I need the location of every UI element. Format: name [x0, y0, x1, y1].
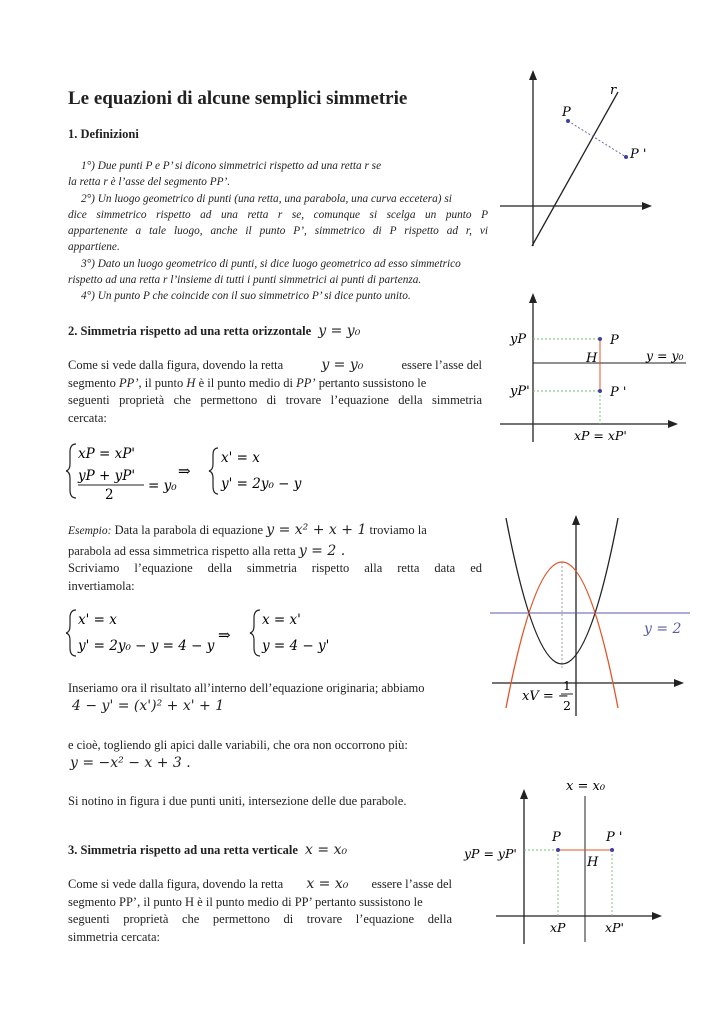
fig1-label-p2: P ' [630, 147, 647, 162]
fig2-point-p2 [598, 389, 602, 393]
fig4-label-p2: P ' [606, 830, 623, 845]
fig1-segment-pp [568, 121, 626, 157]
ex-line4: invertiamola: [68, 578, 135, 593]
definitions [68, 158, 488, 305]
def1-line1: 1°) Due punti P e P’ si dicono simmetrici rispetto ad una retta r se [81, 160, 382, 172]
s3-line2: segmento PP’, il punto H è il punto medio di PP’ pertanto sussistono le [68, 894, 423, 909]
fig4-label-y: yP = yP' [464, 846, 517, 861]
s2-line2-pp: PP’ [119, 375, 139, 390]
figure-horizontal-symmetry [496, 288, 696, 448]
def2-line2: dice simmetrico rispetto ad una retta r se, comunque si scelga un punto P [68, 208, 488, 221]
fig2-y-arrow-icon [529, 293, 537, 303]
def2-line4: appartiene. [68, 241, 120, 254]
fig4-label-xp: xP [550, 920, 566, 935]
s3-line1-b: essere l’asse del [371, 877, 452, 891]
s3-line3: seguenti proprietà che permettono di trovare l’equazione della [68, 912, 452, 926]
fig4-label-h: H [587, 855, 599, 870]
def3-line2: rispetto ad una retta r l’insieme di tutti i punti simmetrici ai punti di partenza. [68, 274, 422, 287]
s2-line1-math: y = y₀ [321, 357, 364, 373]
fig1-label-r: r [610, 83, 617, 98]
implies-arrow-2: ⇒ [218, 626, 231, 644]
ex-line2 [68, 543, 482, 561]
ex-line1-math: y = x² + x + 1 [266, 522, 367, 538]
note-text: Si notino in figura i due punti uniti, intersezione delle due parabole. [68, 794, 407, 808]
system3-brace [66, 610, 76, 656]
def1-line2: la retta r è l’asse del segmento PP’. [68, 176, 231, 189]
section3-heading-text: 3. Simmetria rispetto ad una retta verticale [68, 843, 298, 857]
fig2-label-yp2: yP' [510, 384, 530, 399]
fig2-label-x: xP = xP' [574, 428, 627, 443]
system1-frac-num: yP + yP' [78, 468, 136, 484]
system1-frac-rhs: = y₀ [148, 478, 177, 494]
fig1-x-arrow-icon [642, 202, 652, 210]
s2-line4: cercata: [68, 410, 107, 425]
def2-line1: 2°) Un luogo geometrico di punti (una retta, una parabola, una curva eccetera) si [81, 192, 452, 205]
section2-paragraph [68, 357, 482, 427]
figure-oblique-symmetry [496, 66, 656, 252]
ex-label: Esempio: [68, 525, 112, 537]
ex-line1 [68, 522, 482, 541]
ex-line1-b: troviamo la [369, 523, 427, 537]
fig3-label-num: 1 [563, 678, 571, 693]
section2-heading-text: 2. Simmetria rispetto ad una retta orizzontale [68, 324, 312, 338]
ex-line2-math: y = 2 . [298, 542, 346, 559]
ex-line1-a: Data la parabola di equazione [114, 523, 264, 537]
figure-parabolas [490, 510, 690, 720]
section2-heading-math: y = y₀ [318, 323, 361, 339]
fig2-label-p: P [610, 333, 619, 348]
ex-line2-a: parabola ad essa simmetrica rispetto alla retta [68, 543, 296, 558]
figure-vertical-symmetry [460, 774, 680, 950]
system1-frac-den: 2 [105, 487, 114, 502]
implies-arrow-1: ⇒ [178, 462, 191, 480]
fig4-point-p2 [610, 848, 614, 852]
system4-line2: y = 4 − y' [262, 638, 330, 654]
section3-heading-math: x = x₀ [305, 842, 348, 858]
fig1-y-arrow-icon [529, 70, 537, 80]
system2-line1: x' = x [221, 450, 260, 466]
s2-line2-d: pertanto sussistono le [318, 375, 427, 390]
system4-brace [250, 610, 260, 656]
fig2-label-yp: yP [510, 332, 527, 347]
section1-heading: 1. Definizioni [68, 127, 139, 141]
section3-paragraph [68, 876, 452, 946]
fig4-point-p [556, 848, 560, 852]
s2-line2-pp2: PP’ [296, 375, 316, 390]
fig2-label-line: y = y₀ [646, 348, 684, 363]
fig3-label-den: 2 [563, 698, 571, 713]
fig4-y-arrow-icon [520, 789, 528, 799]
s2-line3: seguenti proprietà che permettono di trovare l’equazione della simmetria [68, 393, 482, 407]
s3-line1-a: Come si vede dalla figura, dovendo la retta [68, 877, 284, 891]
s2-line1-a: Come si vede dalla figura, dovendo la retta [68, 358, 284, 372]
example-paragraph [68, 522, 482, 595]
s3-line1 [68, 876, 452, 894]
s3-line1-math: x = x₀ [306, 876, 349, 892]
s2-line2-c: è il punto medio di [198, 375, 293, 390]
fig3-label-line: y = 2 [644, 621, 682, 637]
fig1-label-p: P [562, 105, 571, 120]
s2-line2-h: H [186, 375, 196, 390]
insert-math: 4 − y' = (x')² + x' + 1 [72, 698, 225, 714]
fig3-y-arrow-icon [572, 515, 580, 525]
s2-line2 [68, 375, 482, 393]
ex-line3: Scriviamo l’equazione della simmetria rispetto alla retta data ed [68, 561, 482, 575]
s2-line2-a: segmento [68, 375, 116, 390]
def4: 4°) Un punto P che coincide con il suo simmetrico P’ si dice punto unito. [81, 290, 411, 303]
fig4-label-top: x = x₀ [566, 779, 606, 794]
fig3-x-arrow-icon [674, 679, 684, 687]
system3-line2: y' = 2y₀ − y = 4 − y [78, 638, 215, 654]
page-title: Le equazioni di alcune semplici simmetrie [68, 88, 408, 109]
system4-line1: x = x' [262, 612, 301, 628]
fig4-x-arrow-icon [652, 912, 662, 920]
system2-brace [209, 448, 218, 494]
def2-line3: appartenente a tale luogo, anche il punto P’, simmetrico di P rispetto ad r, vi [68, 225, 488, 238]
fig2-point-p [598, 337, 602, 341]
section2-heading [68, 323, 360, 339]
insert-text: Inseriamo ora il risultato all’interno dell’equazione originaria; abbiamo [68, 681, 425, 695]
system1-line1: xP = xP' [78, 446, 135, 462]
fig1-point-p2 [624, 155, 628, 159]
fig4-label-xp2: xP' [605, 920, 624, 935]
system3 [66, 606, 366, 662]
system3-line1: x' = x [78, 612, 117, 628]
fig4-label-p: P [552, 830, 561, 845]
s2-line1 [68, 357, 482, 375]
fig3-label-xv: xV = − [522, 689, 569, 704]
fig1-line-r [532, 92, 618, 246]
s2-line2-b: , il punto [138, 375, 184, 390]
def3-line1: 3°) Dato un luogo geometrico di punti, si dice luogo geometrico ad esso simmetrico [81, 257, 461, 270]
fig2-x-arrow-icon [668, 420, 678, 428]
system1 [66, 440, 326, 502]
fig2-label-h: H [586, 351, 598, 366]
fig2-label-p2: P ' [610, 385, 627, 400]
section3-heading [68, 842, 347, 858]
system2-line2: y' = 2y₀ − y [221, 476, 302, 492]
cioe-text: e cioè, togliendo gli apici dalle variabili, che ora non occorrono più: [68, 738, 408, 752]
s3-line4: simmetria cercata: [68, 929, 160, 944]
s2-line1-b: essere l’asse del [401, 358, 482, 372]
system1-brace [66, 444, 76, 498]
cioe-math: y = −x² − x + 3 . [70, 755, 191, 771]
